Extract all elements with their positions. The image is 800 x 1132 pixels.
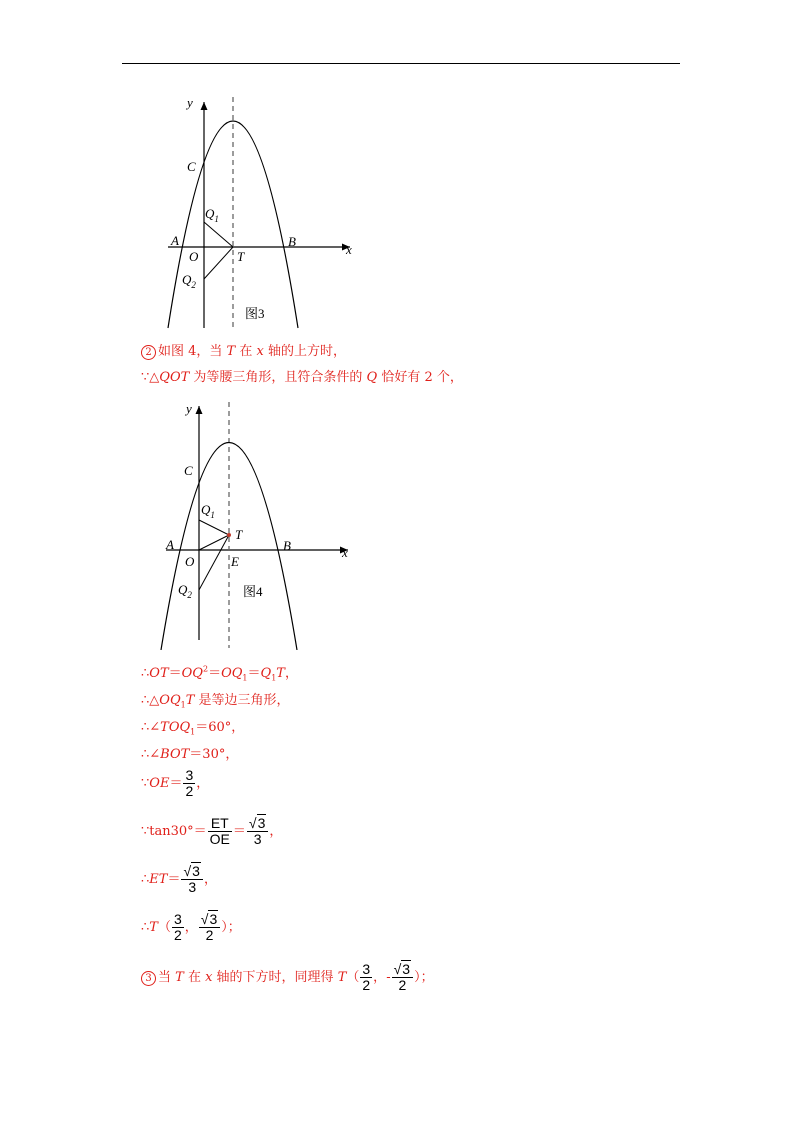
- segment-q2-t: [204, 247, 233, 279]
- label-q1: $Q_1$: [201, 502, 215, 520]
- line-angle-toq: $\therefore\angle TOQ_1=60^\circ$，: [141, 720, 245, 737]
- fraction: $\frac{√3}{3}$: [247, 816, 268, 847]
- line-oe: ∵OE＝ $\frac{3}{2}$ ，: [141, 767, 210, 799]
- line-angle-bot: ∴∠BOT＝30°，: [141, 747, 239, 762]
- label-c: C: [184, 463, 193, 478]
- label-b: B: [288, 234, 296, 249]
- line-case-3: 3 当 T 在 x 轴的下方时，同理得 T（ $\frac{3}{2}$ ，- $\frac{√3}{2}$ ）；: [141, 962, 434, 993]
- y-axis-arrow: [196, 406, 203, 414]
- fraction: $\frac{3}{2}$: [173, 911, 182, 943]
- fraction: $\frac{√3}{3}$: [181, 864, 202, 895]
- y-axis-arrow: [201, 102, 208, 110]
- segment-q1-t: [199, 520, 229, 535]
- label-y: y: [186, 401, 192, 416]
- segment-q1-t: [204, 222, 233, 247]
- figure-4-caption: 图4: [243, 584, 263, 599]
- label-x: x: [342, 545, 348, 560]
- line-isosceles: ∵△QOT 为等腰三角形，且符合条件的 Q 恰好有 2 个，: [141, 370, 463, 385]
- label-o: O: [189, 249, 199, 264]
- label-q1: $Q_1$: [205, 206, 219, 224]
- label-o: O: [185, 554, 195, 569]
- line-equal-sides: $\therefore OT=OQ^2=OQ_1=Q_1T$，: [141, 664, 298, 683]
- label-q2: $Q_2$: [178, 582, 192, 600]
- segment-q2-t: [199, 535, 229, 590]
- label-t: T: [237, 249, 245, 264]
- label-a: A: [166, 537, 174, 552]
- label-q2: $Q_2$: [182, 272, 196, 290]
- label-x: x: [346, 242, 352, 257]
- fraction: $\frac{ET}{OE}$: [209, 815, 230, 847]
- fraction: $\frac{√3}{2}$: [199, 912, 220, 943]
- point-t: [227, 533, 231, 537]
- figure-4: [158, 400, 358, 650]
- label-y: y: [187, 95, 193, 110]
- label-b: B: [283, 538, 291, 553]
- label-e: E: [231, 554, 239, 569]
- fraction: $\frac{3}{2}$: [362, 961, 371, 993]
- line-tan30: ∵tan30°＝ $\frac{ET}{OE}$ ＝ $\frac{√3}{3}$ ，: [141, 815, 283, 847]
- label-a: A: [171, 233, 179, 248]
- fraction: $\frac{√3}{2}$: [392, 962, 413, 993]
- line-case-2: 2 如图 4，当 T 在 x 轴的上方时，: [141, 340, 346, 360]
- header-rule: [122, 63, 680, 64]
- line-t-coordinates: ∴T（ $\frac{3}{2}$ ， $\frac{√3}{2}$ ）；: [141, 911, 241, 943]
- figure-3: [160, 92, 360, 332]
- line-equilateral: $\therefore\triangle OQ_1T$ 是等边三角形，: [141, 693, 290, 710]
- line-et: ∴ET＝ $\frac{√3}{3}$ ，: [141, 863, 217, 895]
- label-t: T: [235, 527, 243, 542]
- fraction: $\frac{3}{2}$: [185, 767, 194, 799]
- figure-3-caption: 图3: [245, 306, 265, 321]
- label-c: C: [187, 159, 196, 174]
